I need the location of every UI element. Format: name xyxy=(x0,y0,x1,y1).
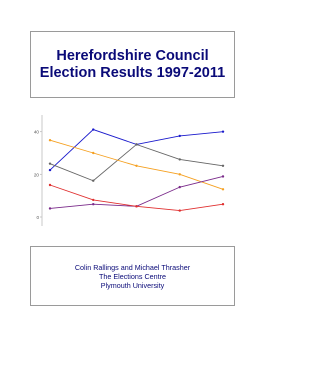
y-tick-label: 20 xyxy=(33,172,39,178)
series-line-1 xyxy=(50,144,223,180)
series-1-point xyxy=(92,180,94,182)
series-line-0 xyxy=(50,130,223,171)
series-4-point xyxy=(135,205,137,207)
university: Plymouth University xyxy=(100,280,165,290)
y-tick-label: 0 xyxy=(36,215,39,220)
cover-title-box xyxy=(30,31,235,98)
series-2-point xyxy=(222,188,224,190)
series-3-point xyxy=(179,186,181,188)
cover-chart xyxy=(30,113,235,228)
cover-subtitle: Election Results 1997-2011 xyxy=(39,64,226,81)
series-0-point xyxy=(49,169,51,171)
series-2-point xyxy=(135,165,137,167)
series-1-point xyxy=(179,158,181,160)
series-2-point xyxy=(92,152,94,154)
series-1-point xyxy=(49,162,51,164)
series-2-point xyxy=(49,139,51,141)
series-3-point xyxy=(49,207,51,209)
series-line-3 xyxy=(50,176,223,208)
organization: The Elections Centre xyxy=(98,271,167,281)
series-2-point xyxy=(179,173,181,175)
series-1-point xyxy=(135,143,137,145)
series-0-point xyxy=(179,135,181,137)
series-4-point xyxy=(222,203,224,205)
line-chart xyxy=(30,113,235,228)
series-0-point xyxy=(222,130,224,132)
y-tick-label: 40 xyxy=(33,129,39,135)
credits-box xyxy=(30,246,235,306)
series-1-point xyxy=(222,165,224,167)
series-0-point xyxy=(92,128,94,130)
series-4-point xyxy=(92,199,94,201)
series-3-point xyxy=(92,203,94,205)
series-4-point xyxy=(49,184,51,186)
series-4-point xyxy=(179,209,181,211)
series-3-point xyxy=(222,175,224,177)
authors: Colin Rallings and Michael Thrasher xyxy=(74,262,191,272)
cover-title: Herefordshire Council xyxy=(56,47,209,64)
